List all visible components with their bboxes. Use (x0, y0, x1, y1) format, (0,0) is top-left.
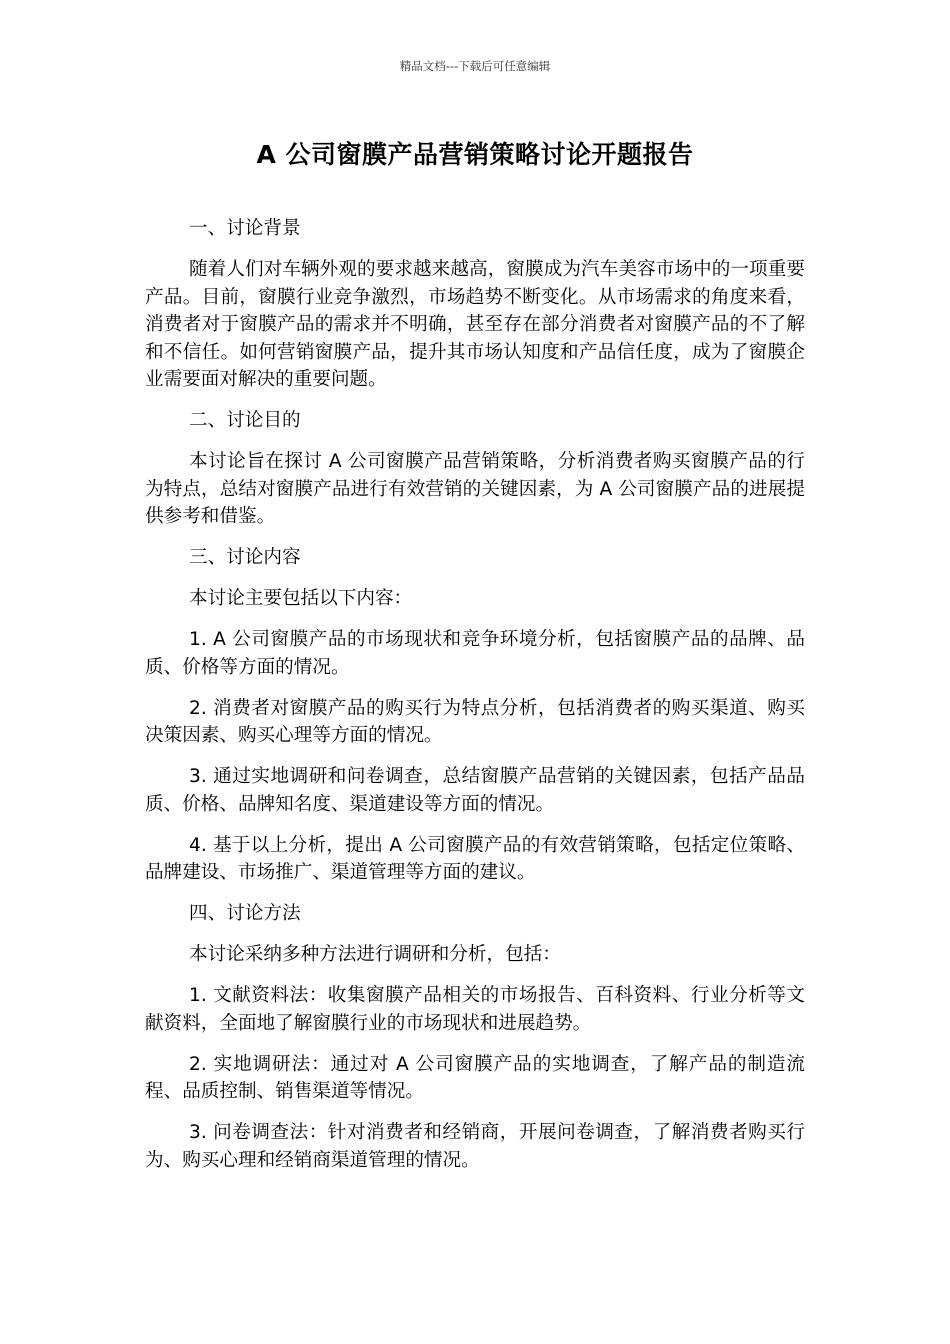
list-item-content-1: 1. A 公司窗膜产品的市场现状和竞争环境分析，包括窗膜产品的品牌、品质、价格等方面的情况。 (145, 629, 805, 678)
section-heading-content: 三、讨论内容 (189, 547, 301, 568)
section-heading-purpose: 二、讨论目的 (189, 410, 301, 431)
paragraph-content-intro: 本讨论主要包括以下内容： (189, 588, 413, 609)
section-heading-background: 一、讨论背景 (189, 218, 301, 239)
paragraph-method-intro: 本讨论采纳多种方法进行调研和分析，包括： (189, 944, 561, 965)
header-note: 精品文档---下载后可任意编辑 (399, 59, 551, 73)
list-item-content-2: 2. 消费者对窗膜产品的购买行为特点分析，包括消费者的购买渠道、购买决策因素、购买心理等方面的情况。 (145, 697, 805, 746)
list-item-content-3: 3. 通过实地调研和问卷调查，总结窗膜产品营销的关键因素，包括产品品质、价格、品牌知名度、渠道建设等方面的情况。 (145, 766, 805, 815)
section-heading-method: 四、讨论方法 (189, 903, 301, 924)
list-item-method-1: 1. 文献资料法：收集窗膜产品相关的市场报告、百科资料、行业分析等文献资料，全面地了解窗膜行业的市场现状和进展趋势。 (145, 985, 805, 1034)
document-title: A 公司窗膜产品营销策略讨论开题报告 (256, 140, 694, 169)
paragraph-purpose: 本讨论旨在探讨 A 公司窗膜产品营销策略，分析消费者购买窗膜产品的行为特点，总结对窗膜产品进行有效营销的关键因素，为 A 公司窗膜产品的进展提供参考和借鉴。 (145, 451, 805, 527)
document-body (145, 215, 805, 1188)
list-item-method-3: 3. 问卷调查法：针对消费者和经销商，开展问卷调查，了解消费者购买行为、购买心理和经销商渠道管理的情况。 (145, 1122, 805, 1171)
list-item-method-2: 2. 实地调研法：通过对 A 公司窗膜产品的实地调查，了解产品的制造流程、品质控制、销售渠道等情况。 (145, 1053, 805, 1102)
paragraph-background: 随着人们对车辆外观的要求越来越高，窗膜成为汽车美容市场中的一项重要产品。目前，窗膜行业竞争激烈，市场趋势不断变化。从市场需求的角度来看，消费者对于窗膜产品的需求并不明确，甚至存在部分消费者对窗膜产品的不了解和不信任。如何营销窗膜产品，提升其市场认知度和产品信任度，成为了窗膜企业需要面对解决的重要问题。 (145, 259, 805, 390)
list-item-content-4: 4. 基于以上分析，提出 A 公司窗膜产品的有效营销策略，包括定位策略、品牌建设、市场推广、渠道管理等方面的建议。 (145, 834, 805, 883)
